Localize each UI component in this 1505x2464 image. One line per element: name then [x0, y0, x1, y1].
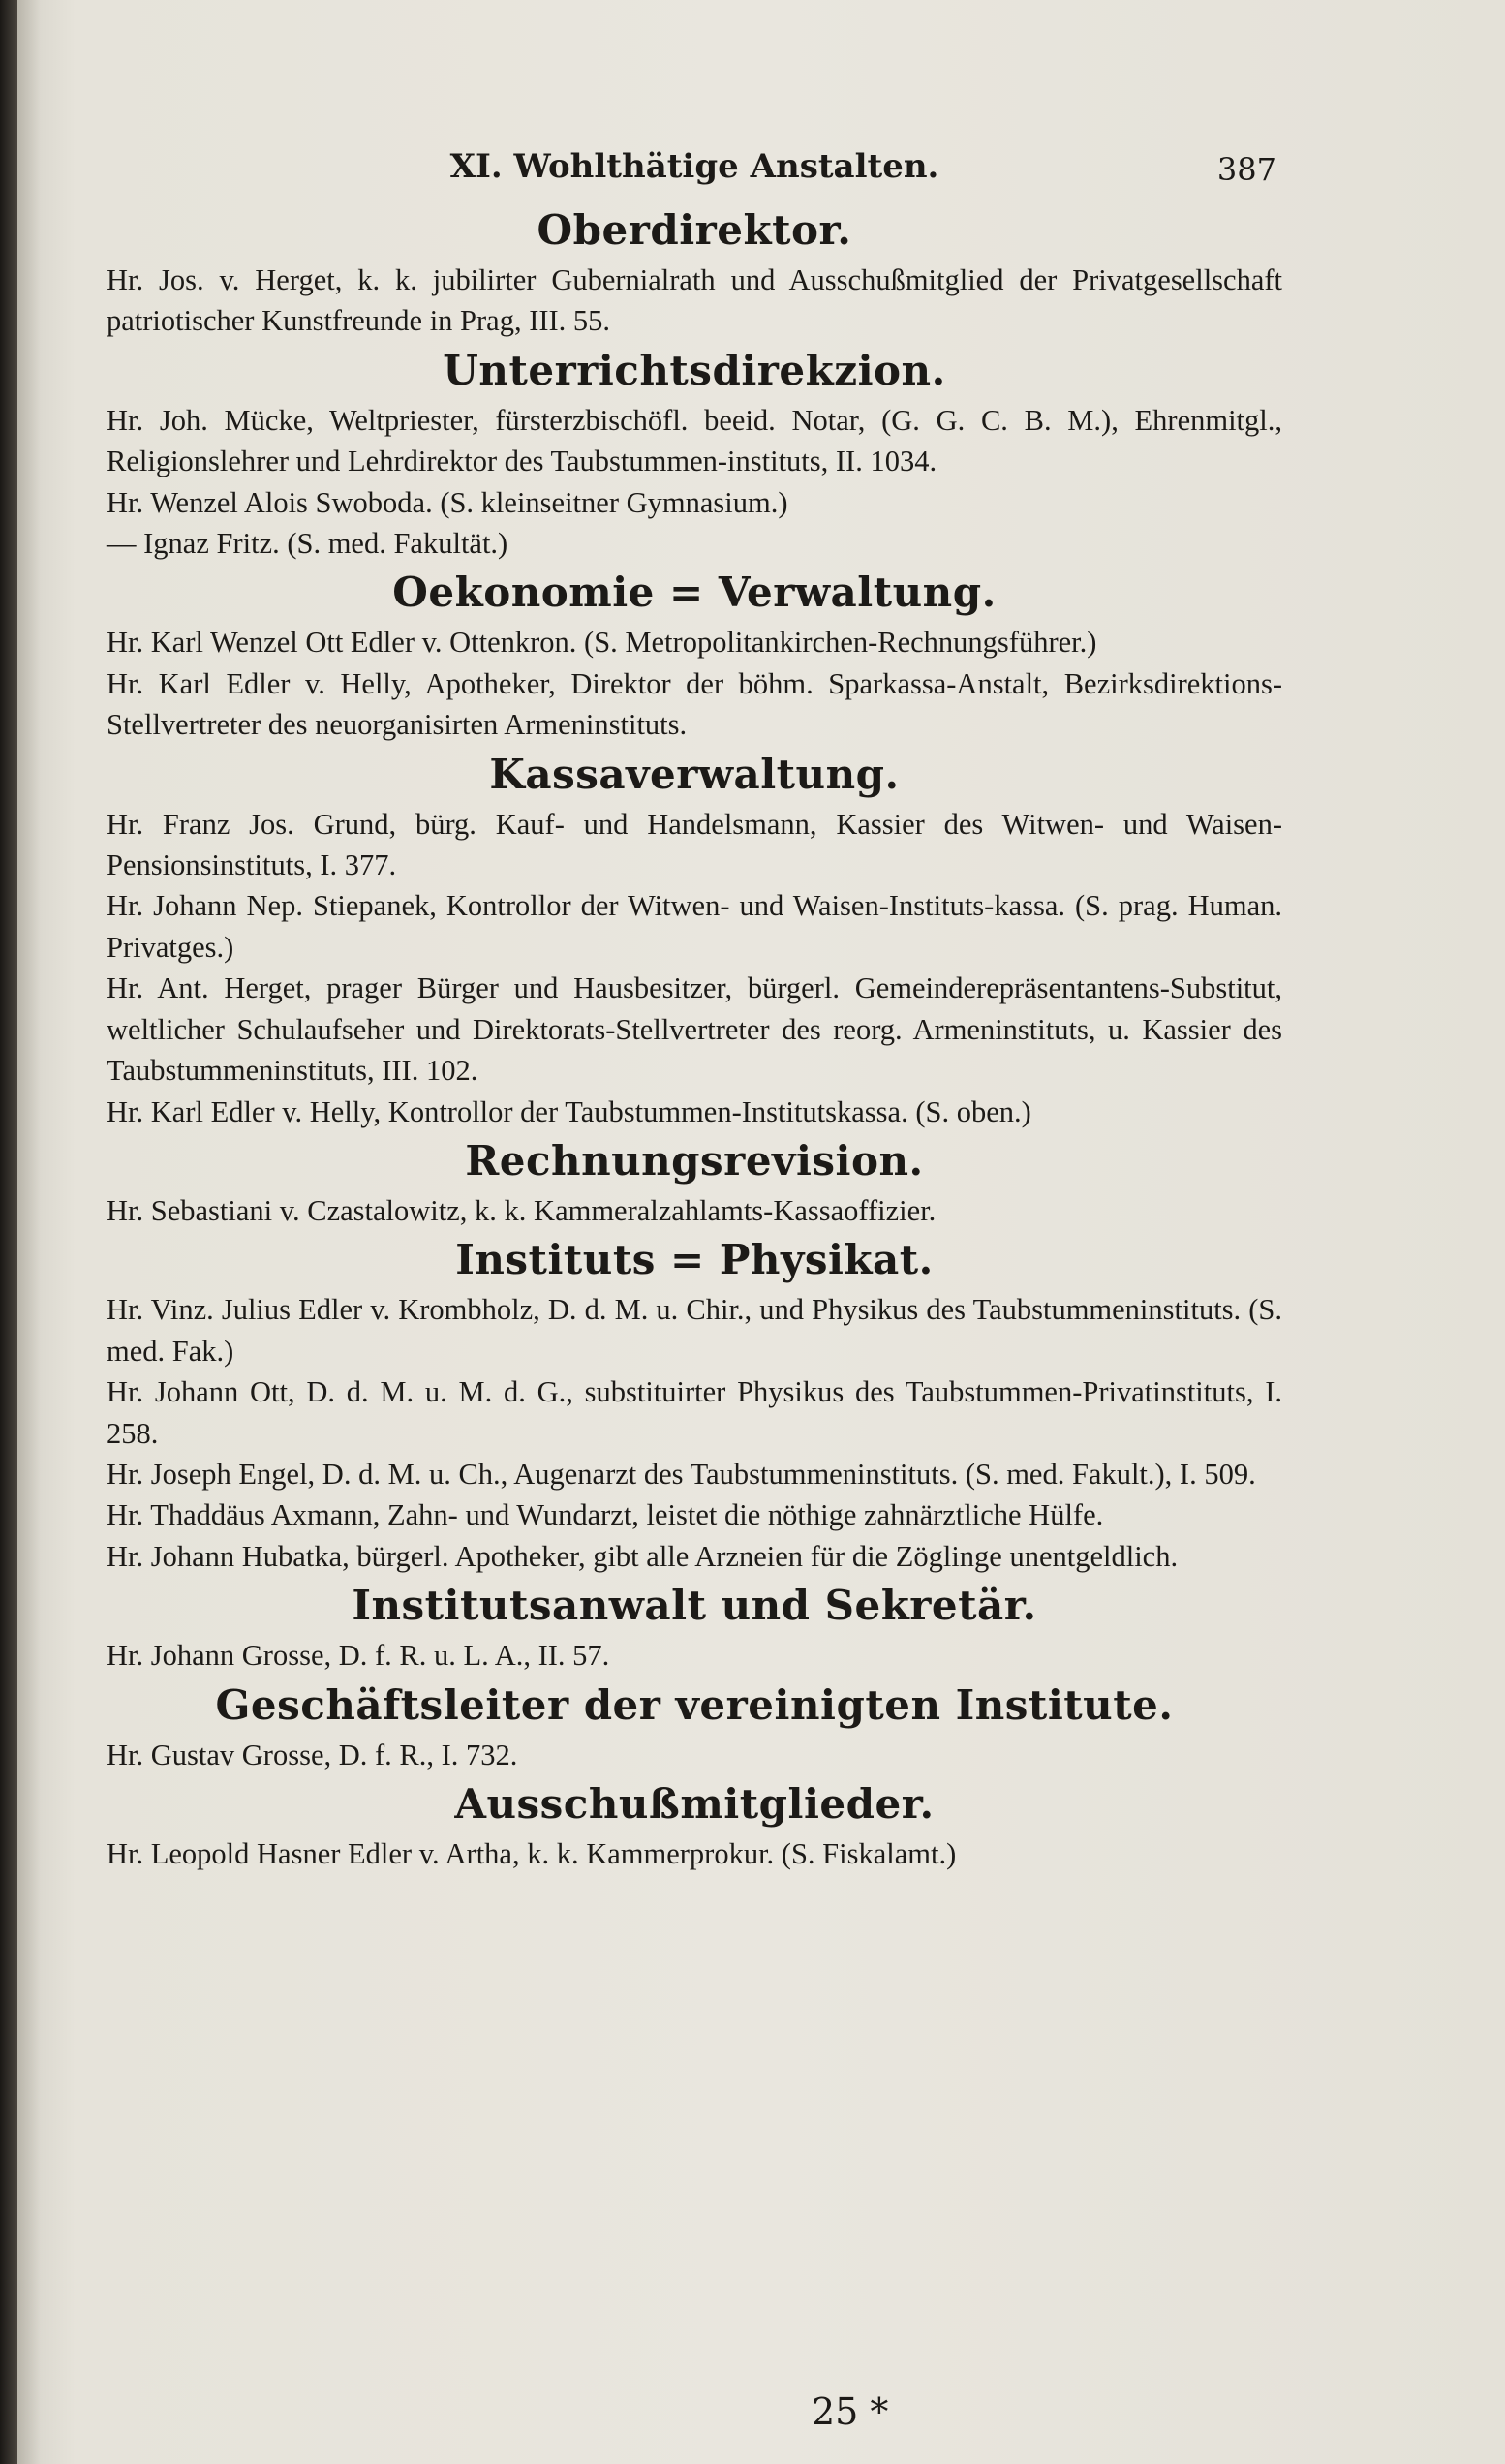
entry: Hr. Vinz. Julius Edler v. Krombholz, D. d. M. u. Chir., und Physikus des Taubstummeninstituts. (S. med. Fak.): [107, 1293, 1282, 1368]
section-heading: Institutsanwalt und Sekretär.: [352, 1582, 1037, 1630]
entry: Hr. Karl Edler v. Helly, Apotheker, Direktor der böhm. Sparkassa-Anstalt, Bezirksdirektions-Stellvertreter des neuorganisirten Armeninstituts.: [107, 666, 1282, 742]
entry: Hr. Karl Wenzel Ott Edler v. Ottenkron. (S. Metropolitankirchen-Rechnungsführer.): [107, 626, 1097, 660]
section-heading: Ausschußmitglieder.: [454, 1779, 935, 1828]
section-instituts-physikat: [107, 1231, 1282, 1577]
section-kassaverwaltung: [107, 746, 1282, 1132]
entry: Hr. Sebastiani v. Czastalowitz, k. k. Kammeralzahlamts-Kassaoffizier.: [107, 1193, 937, 1227]
entry: Hr. Johann Grosse, D. f. R. u. L. A., II. 57.: [107, 1639, 610, 1673]
page-number: 387: [1216, 151, 1276, 188]
entry: Hr. Joh. Mücke, Weltpriester, fürsterzbischöfl. beeid. Notar, (G. G. C. B. M.), Ehrenmitgl., Religionslehrer und Lehrdirektor des Taubstummen-instituts, II. 1034.: [107, 403, 1282, 478]
section-heading: Instituts = Physikat.: [455, 1236, 934, 1284]
running-header: [107, 147, 1282, 201]
section-heading: Kassaverwaltung.: [489, 750, 900, 798]
entry: Hr. Franz Jos. Grund, bürg. Kauf- und Handelsmann, Kassier des Witwen- und Waisen-Pensionsinstituts, I. 377.: [107, 807, 1282, 882]
section-oberdirektor: [107, 201, 1282, 342]
section-institutsanwalt: [107, 1577, 1282, 1676]
book-gutter: [0, 0, 17, 2464]
entry: Hr. Johann Hubatka, bürgerl. Apotheker, gibt alle Arzneien für die Zöglinge unentgeldlich.: [107, 1539, 1179, 1573]
entry: Hr. Thaddäus Axmann, Zahn- und Wundarzt, leistet die nöthige zahnärztliche Hülfe.: [107, 1498, 1104, 1532]
entry: Hr. Gustav Grosse, D. f. R., I. 732.: [107, 1738, 518, 1771]
section-unterrichtsdirekzion: [107, 342, 1282, 565]
entry: Hr. Wenzel Alois Swoboda. (S. kleinseitner Gymnasium.): [107, 485, 788, 519]
entry: Hr. Joseph Engel, D. d. M. u. Ch., Augenarzt des Taubstummeninstituts. (S. med. Fakult.), I. 509.: [107, 1457, 1256, 1491]
section-ausschussmitglieder: [107, 1775, 1282, 1874]
section-heading: Rechnungsrevision.: [465, 1136, 924, 1185]
section-heading: Oekonomie = Verwaltung.: [392, 569, 997, 617]
signature-mark: 25 *: [812, 2390, 889, 2433]
section-oekonomie-verwaltung: [107, 564, 1282, 745]
entry: Hr. Johann Nep. Stiepanek, Kontrollor der Witwen- und Waisen-Instituts-kassa. (S. prag. Human. Privatges.): [107, 889, 1282, 964]
section-heading: Oberdirektor.: [537, 206, 852, 254]
book-page: [17, 0, 1505, 2464]
section-rechnungsrevision: [107, 1132, 1282, 1231]
entry: Hr. Ant. Herget, prager Bürger und Hausbesitzer, bürgerl. Gemeinderepräsentantens-Substitut, weltlicher Schulaufseher und Direktorats-Stellvertreter des reorg. Armeninstituts, u. Kassier des Taubstummeninstituts, III. 102.: [107, 971, 1282, 1088]
section-heading: Unterrichtsdirekzion.: [443, 346, 946, 394]
section-geschaeftsleiter: [107, 1677, 1282, 1775]
entry: — Ignaz Fritz. (S. med. Fakultät.): [107, 527, 508, 561]
entry: Hr. Leopold Hasner Edler v. Artha, k. k. Kammerprokur. (S. Fiskalamt.): [107, 1836, 957, 1870]
header-title: XI. Wohlthätige Anstalten.: [449, 147, 939, 186]
entry: Hr. Jos. v. Herget, k. k. jubilirter Gubernialrath und Ausschußmitglied der Privatgesellschaft patriotischer Kunstfreunde in Prag, III. 55.: [107, 263, 1282, 338]
entry: Hr. Johann Ott, D. d. M. u. M. d. G., substituirter Physikus des Taubstummen-Privatinstituts, I. 258.: [107, 1375, 1282, 1450]
page-content: [107, 147, 1282, 1874]
section-heading: Geschäftsleiter der vereinigten Institute.: [215, 1680, 1174, 1729]
entry: Hr. Karl Edler v. Helly, Kontrollor der Taubstummen-Institutskassa. (S. oben.): [107, 1094, 1031, 1128]
